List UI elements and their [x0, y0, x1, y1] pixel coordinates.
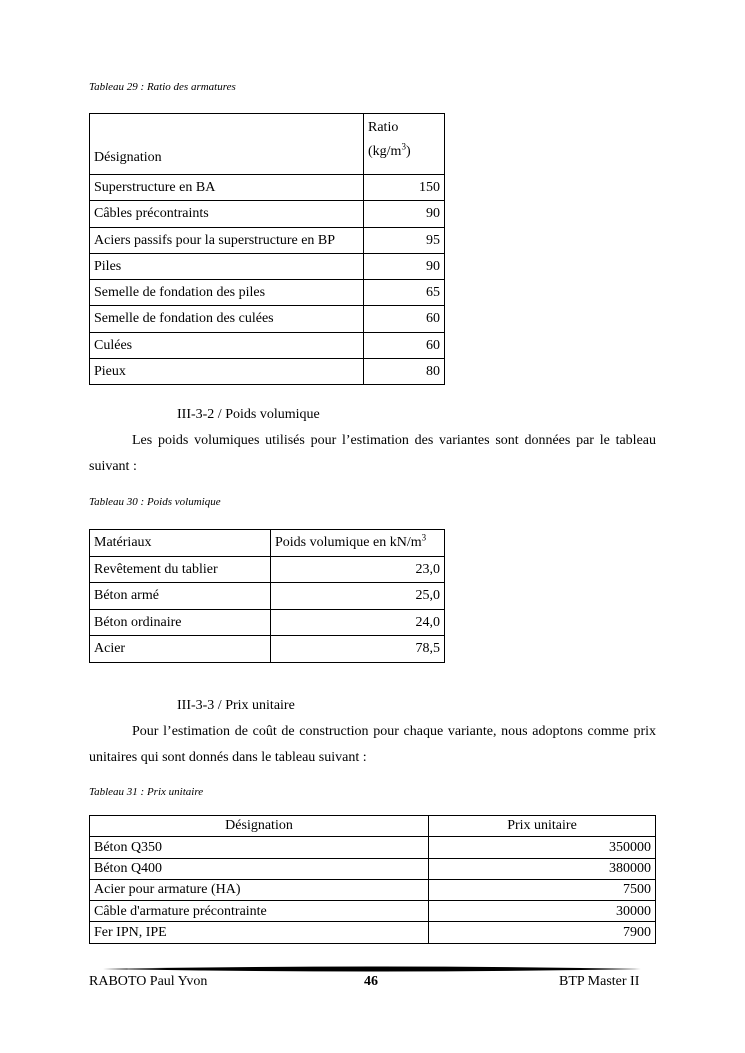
table-row — [90, 922, 656, 943]
footer-program: BTP Master II — [559, 974, 640, 989]
paragraph-prix-unitaire: Pour l’estimation de coût de construction pour chaque variante, nous adoptons comme prix unitaires qui sont donnés dans le tableau suivant : — [89, 724, 656, 765]
row-value: 95 — [364, 227, 445, 253]
row-label: Acier — [90, 636, 271, 663]
row-label: Pieux — [90, 359, 364, 385]
table30-poids-volumique — [89, 529, 445, 663]
footer-page-number: 46 — [364, 974, 378, 989]
row-label: Semelle de fondation des culées — [90, 306, 364, 332]
header-ratio-label: Ratio — [368, 120, 399, 135]
header-weight: Poids volumique en $kN/m^3$ — [271, 530, 445, 557]
table-row — [90, 201, 445, 227]
header-price: Prix unitaire — [429, 816, 656, 837]
row-label: Culées — [90, 332, 364, 358]
section-heading-prix-unitaire: III-3-3 / Prix unitaire — [177, 698, 295, 713]
row-value: 90 — [364, 253, 445, 279]
row-value: 7900 — [429, 922, 656, 943]
row-label: Béton ordinaire — [90, 609, 271, 636]
row-label: Acier pour armature (HA) — [90, 879, 429, 900]
table29-caption: Tableau 29 : Ratio des armatures — [89, 81, 236, 93]
row-value: 25,0 — [271, 583, 445, 610]
row-value: 60 — [364, 332, 445, 358]
row-label: Superstructure en BA — [90, 175, 364, 201]
table31-prix-unitaire — [89, 815, 656, 944]
row-value: 78,5 — [271, 636, 445, 663]
row-label: Piles — [90, 253, 364, 279]
row-value: 24,0 — [271, 609, 445, 636]
row-label: Câbles précontraints — [90, 201, 364, 227]
table-row — [90, 556, 445, 583]
table-row — [90, 253, 445, 279]
row-label: Revêtement du tablier — [90, 556, 271, 583]
table-row — [90, 227, 445, 253]
row-label: Câble d'armature précontrainte — [90, 901, 429, 922]
table-row — [90, 306, 445, 332]
row-value: 65 — [364, 280, 445, 306]
row-value: 7500 — [429, 879, 656, 900]
row-value: 60 — [364, 306, 445, 332]
table-row — [90, 609, 445, 636]
header-designation: Désignation — [90, 816, 429, 837]
header-materials: Matériaux — [90, 530, 271, 557]
table30-caption: Tableau 30 : Poids volumique — [89, 496, 221, 508]
row-value: 150 — [364, 175, 445, 201]
header-ratio-unit: $(kg/m^3)$ — [368, 141, 411, 159]
row-label: Aciers passifs pour la superstructure en BP — [90, 227, 364, 253]
row-label: Béton Q350 — [90, 837, 429, 858]
row-value: 23,0 — [271, 556, 445, 583]
table-row — [90, 332, 445, 358]
table-row — [90, 858, 656, 879]
row-label: Béton Q400 — [90, 858, 429, 879]
row-value: 80 — [364, 359, 445, 385]
table-header-row — [90, 530, 445, 557]
table-header-row — [90, 114, 445, 175]
table-row — [90, 636, 445, 663]
table-row — [90, 359, 445, 385]
row-value: 380000 — [429, 858, 656, 879]
row-value: 90 — [364, 201, 445, 227]
table-row — [90, 901, 656, 922]
table-row — [90, 280, 445, 306]
table-row — [90, 175, 445, 201]
table-header-row — [90, 816, 656, 837]
paragraph-poids-volumique: Les poids volumiques utilisés pour l’estimation des variantes sont données par le tableau suivant : — [89, 433, 656, 474]
row-value: 30000 — [429, 901, 656, 922]
row-label: Fer IPN, IPE — [90, 922, 429, 943]
row-label: Semelle de fondation des piles — [90, 280, 364, 306]
row-value: 350000 — [429, 837, 656, 858]
row-label: Béton armé — [90, 583, 271, 610]
table-row — [90, 583, 445, 610]
table31-caption: Tableau 31 : Prix unitaire — [89, 786, 204, 798]
table-row — [90, 879, 656, 900]
footer-author: RABOTO Paul Yvon — [89, 974, 208, 989]
header-ratio — [364, 114, 445, 175]
table29-ratio-armatures — [89, 113, 445, 385]
header-designation: Désignation — [90, 114, 364, 175]
section-heading-poids-volumique: III-3-2 / Poids volumique — [177, 407, 320, 422]
table-row — [90, 837, 656, 858]
footer-divider — [103, 965, 641, 973]
